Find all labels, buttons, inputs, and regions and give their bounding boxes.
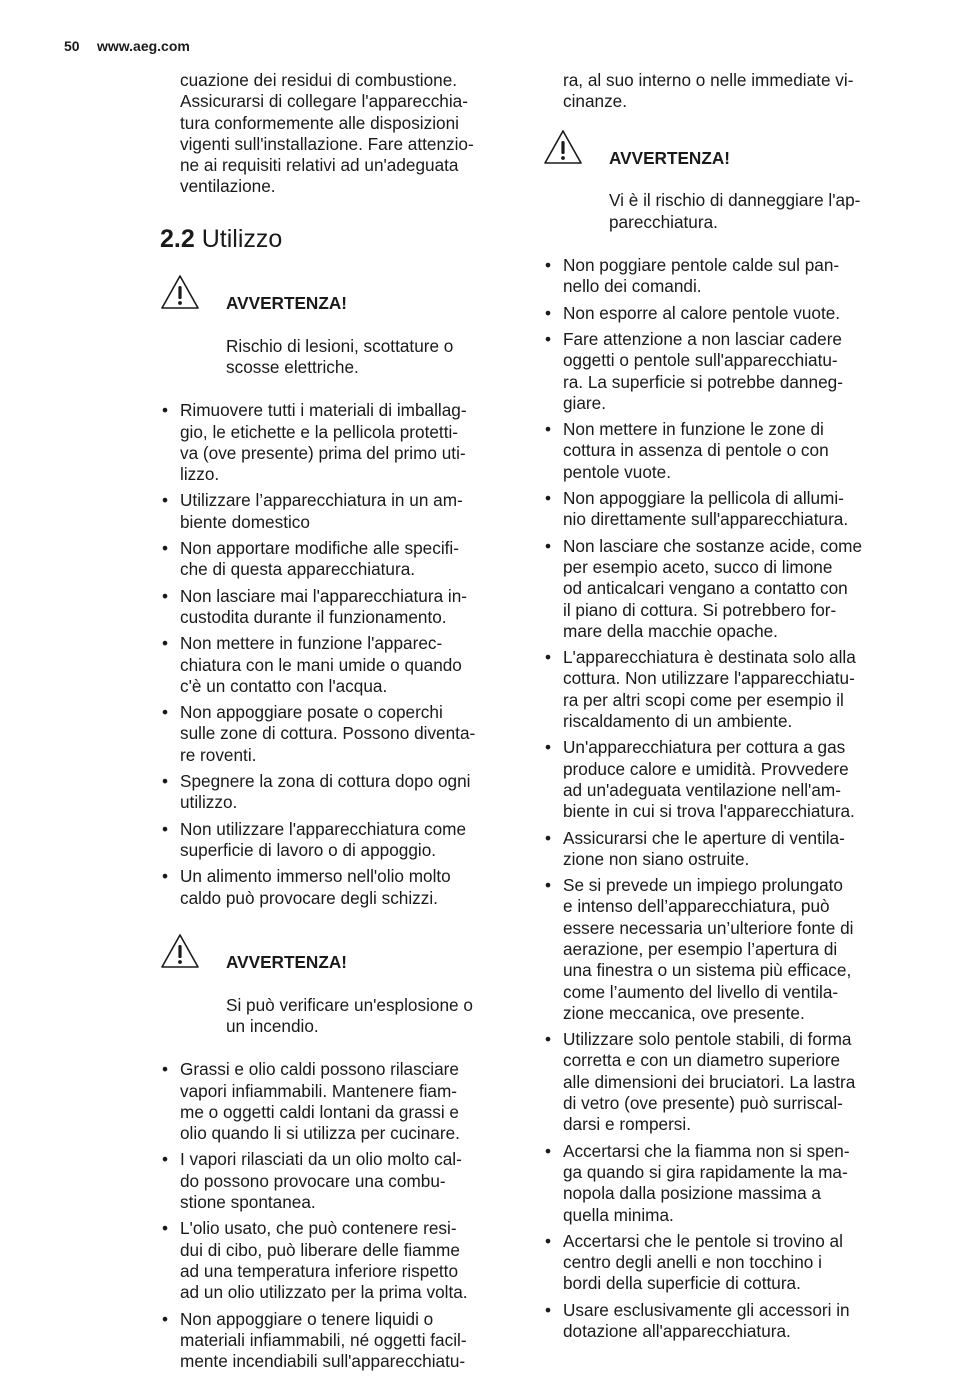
warning-triangle-icon xyxy=(160,931,226,974)
warning-text xyxy=(226,931,520,1037)
list-item: • Non lasciare mai l'apparecchiatura in- custodita durante il funzionamento. xyxy=(160,586,520,629)
warning-title: AVVERTENZA! xyxy=(226,293,347,314)
list-item: • Non appoggiare la pellicola di allumi- nio direttamente sull'apparecchiatura. xyxy=(543,488,903,531)
warning-block xyxy=(543,127,903,233)
bullet-list xyxy=(543,255,903,1342)
list-item: • Assicurarsi che le aperture di ventila- zione non siano ostruite. xyxy=(543,828,903,871)
list-item: • Se si prevede un impiego prolungato e intenso dell’apparecchiatura, può essere necessaria un’ulteriore fonte di aerazione, per esempio l’apertura di una finestra o un sistema più efficace, come l’aumento del livello di ventila- zione meccanica, ove presente. xyxy=(543,875,903,1024)
intro-paragraph: cuazione dei residui di combustione. Assicurarsi di collegare l'apparecchia- tura conformemente alle disposizioni vigenti sull'installazione. Fare attenzio- ne ai requisiti relativi ad un'adeguata ventilazione. xyxy=(180,70,474,197)
bullet-list xyxy=(160,400,520,909)
list-item: • Non apportare modifiche alle specifi- che di questa apparecchiatura. xyxy=(160,538,520,581)
list-item: • L'olio usato, che può contenere resi- dui di cibo, può liberare delle fiamme ad una temperatura inferiore rispetto ad un olio utilizzato per la prima volta. xyxy=(160,1218,520,1303)
list-item: • I vapori rilasciati da un olio molto cal- do possono provocare una combu- stione spontanea. xyxy=(160,1149,520,1213)
continued-paragraph: ra, al suo interno o nelle immediate vi- cinanze. xyxy=(563,70,854,112)
page-number: 50 xyxy=(64,38,80,54)
list-item: • Non appoggiare o tenere liquidi o materiali infiammabili, né oggetti facil- mente incendiabili sull'apparecchiatu- xyxy=(160,1309,520,1373)
left-column xyxy=(160,70,520,1394)
warning-body: Rischio di lesioni, scottature o scosse elettriche. xyxy=(226,335,454,377)
section-heading xyxy=(160,224,520,254)
warning-text xyxy=(609,127,903,233)
warning-triangle-icon xyxy=(160,272,226,315)
warning-body: Vi è il rischio di danneggiare l'ap- parecchiatura. xyxy=(609,190,861,232)
list-item: • Accertarsi che la fiamma non si spen- ga quando si gira rapidamente la ma- nopola dalla posizione massima a quella minima. xyxy=(543,1141,903,1226)
warning-title: AVVERTENZA! xyxy=(226,952,347,973)
list-item: • Non lasciare che sostanze acide, come per esempio aceto, succo di limone od anticalcari vengano a contatto con il piano di cottura. Si potrebbero for- mare della macchie opache. xyxy=(543,536,903,642)
warning-block xyxy=(160,931,520,1037)
list-item: • Accertarsi che le pentole si trovino al centro degli anelli e non tocchino i bordi della superficie di cottura. xyxy=(543,1231,903,1295)
list-item: • Spegnere la zona di cottura dopo ogni utilizzo. xyxy=(160,771,520,814)
list-item: • Grassi e olio caldi possono rilasciare vapori infiammabili. Mantenere fiam- me o oggetti caldi lontani da grassi e olio quando li si utilizza per cucinare. xyxy=(160,1059,520,1144)
right-column xyxy=(543,70,903,1364)
warning-title: AVVERTENZA! xyxy=(609,147,730,168)
list-item: • Fare attenzione a non lasciar cadere oggetti o pentole sull'apparecchiatu- ra. La superficie si potrebbe danneg- giare. xyxy=(543,329,903,414)
list-item: • Non esporre al calore pentole vuote. xyxy=(543,303,903,324)
website-url: www.aeg.com xyxy=(97,38,190,54)
warning-triangle-icon xyxy=(543,127,609,170)
list-item: • Non mettere in funzione le zone di cottura in assenza di pentole o con pentole vuote. xyxy=(543,419,903,483)
list-item: • Rimuovere tutti i materiali di imballag- gio, le etichette e la pellicola protetti- va (ove presente) prima del primo uti- lizzo. xyxy=(160,400,520,485)
list-item: • Non mettere in funzione l'apparec- chiatura con le mani umide o quando c'è un contatto con l'acqua. xyxy=(160,633,520,697)
list-item: • Non poggiare pentole calde sul pan- nello dei comandi. xyxy=(543,255,903,298)
warning-block xyxy=(160,272,520,378)
bullet-list xyxy=(160,1059,520,1372)
list-item: • Usare esclusivamente gli accessori in dotazione all'apparecchiatura. xyxy=(543,1300,903,1343)
list-item: • Utilizzare l’apparecchiatura in un am- biente domestico xyxy=(160,490,520,533)
list-item: • Un'apparecchiatura per cottura a gas produce calore e umidità. Provvedere ad un'adeguata ventilazione nell'am- biente in cui si trova l'apparecchiatura. xyxy=(543,737,903,822)
list-item: • Utilizzare solo pentole stabili, di forma corretta e con un diametro superiore alle dimensioni dei bruciatori. La lastra di vetro (ove presente) può surriscal- darsi e rompersi. xyxy=(543,1029,903,1135)
list-item: • L'apparecchiatura è destinata solo alla cottura. Non utilizzare l'apparecchiatu- ra per altri scopi come per esempio il riscaldamento di un ambiente. xyxy=(543,647,903,732)
warning-body: Si può verificare un'esplosione o un incendio. xyxy=(226,994,473,1036)
warning-text xyxy=(226,272,520,378)
list-item: • Non utilizzare l'apparecchiatura come superficie di lavoro o di appoggio. xyxy=(160,819,520,862)
list-item: • Non appoggiare posate o coperchi sulle zone di cottura. Possono diventa- re roventi. xyxy=(160,702,520,766)
list-item: • Un alimento immerso nell'olio molto caldo può provocare degli schizzi. xyxy=(160,866,520,909)
section-title: Utilizzo xyxy=(201,224,283,253)
section-number: 2.2 xyxy=(160,224,195,253)
